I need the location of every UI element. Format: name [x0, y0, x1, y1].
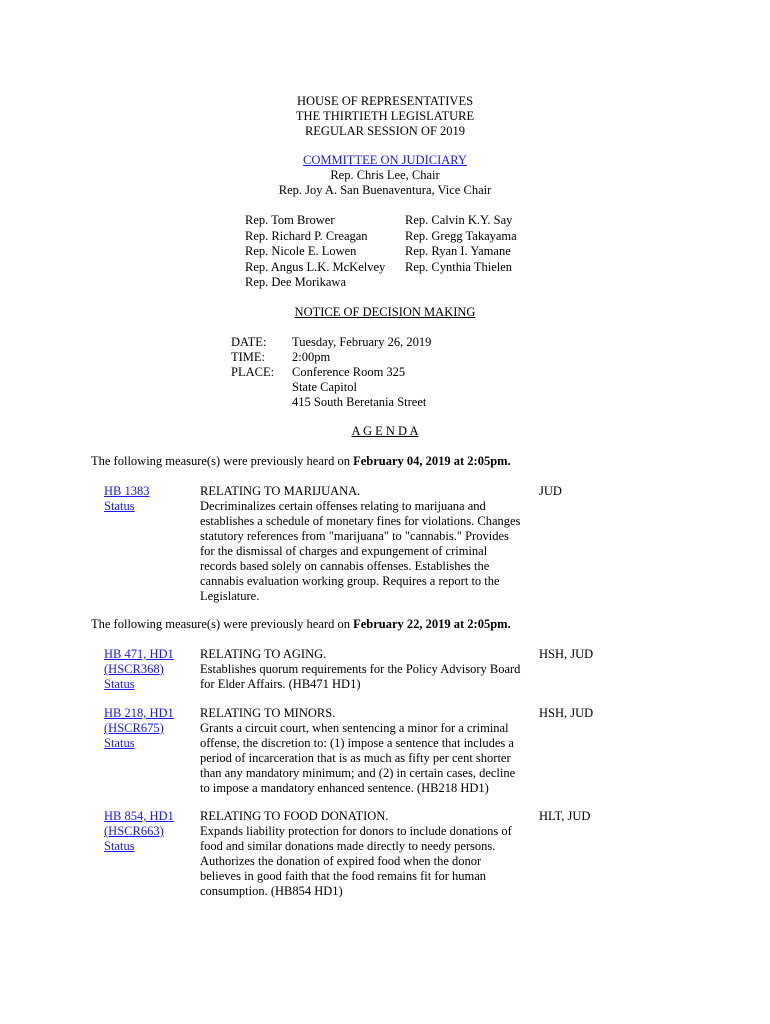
desc-line: Grants a circuit court, when sentencing a minor for a criminal: [200, 721, 509, 735]
committee-chair: Rep. Chris Lee, Chair: [330, 168, 440, 182]
bill-link[interactable]: HB 854, HD1: [104, 809, 174, 823]
section-intro: [91, 617, 511, 632]
member-name: Rep. Nicole E. Lowen: [245, 244, 357, 258]
desc-line: food and similar donations made directly to needy persons.: [200, 839, 496, 853]
measure-links: [104, 809, 174, 854]
status-link[interactable]: Status: [104, 736, 135, 750]
house-title: HOUSE OF REPRESENTATIVES: [296, 94, 474, 108]
member-name: Rep. Cynthia Thielen: [405, 259, 513, 274]
measure-links: [104, 484, 150, 514]
desc-line: than any mandatory minimum; and (2) in certain cases, decline: [200, 766, 516, 780]
measure-title: RELATING TO MINORS.: [200, 706, 336, 720]
desc-line: to impose a mandatory enhanced sentence. (HB218 HD1): [200, 781, 489, 795]
member-name: Rep. Dee Morikawa: [245, 275, 347, 289]
measure-description: [200, 647, 520, 692]
desc-line: Authorizes the donation of expired food when the donor: [200, 854, 482, 868]
place-line: State Capitol: [292, 380, 357, 394]
member-name: Rep. Calvin K.Y. Say: [405, 213, 513, 227]
measure-title: RELATING TO FOOD DONATION.: [200, 809, 389, 823]
measure-description: [200, 706, 515, 796]
legislature-title: THE THIRTIETH LEGISLATURE: [295, 109, 475, 123]
notice-block: [0, 305, 770, 320]
section-date: February 22, 2019 at 2:05pm.: [353, 617, 511, 631]
bill-link[interactable]: HB 1383: [104, 484, 150, 498]
desc-line: consumption. (HB854 HD1): [200, 884, 343, 898]
desc-line: Decriminalizes certain offenses relating to marijuana and: [200, 499, 486, 513]
agenda-title: A G E N D A: [351, 424, 419, 438]
time-value: 2:00pm: [292, 350, 331, 364]
date-value: Tuesday, February 26, 2019: [292, 335, 432, 349]
desc-line: statutory references from "marijuana" to "cannabis." Provides: [200, 529, 509, 543]
measure-committees: HSH, JUD: [539, 706, 594, 720]
section-intro-text: The following measure(s) were previously heard on: [91, 617, 354, 631]
section-date: February 04, 2019 at 2:05pm.: [353, 454, 511, 468]
report-link[interactable]: (HSCR663): [104, 824, 164, 838]
desc-line: believes in good faith that the food remains fit for human: [200, 869, 487, 883]
bill-link[interactable]: HB 218, HD1: [104, 706, 174, 720]
desc-line: Expands liability protection for donors to include donations of: [200, 824, 512, 838]
member-name: Rep. Angus L.K. McKelvey: [245, 259, 386, 274]
bill-link[interactable]: HB 471, HD1: [104, 647, 174, 661]
section-intro-text: The following measure(s) were previously heard on: [91, 454, 354, 468]
members-right-list: [405, 213, 517, 275]
place-line: 415 South Beretania Street: [292, 395, 427, 409]
member-name: Rep. Richard P. Creagan: [245, 228, 368, 243]
time-label: TIME:: [231, 350, 266, 364]
desc-line: cannabis evaluation working group. Requires a report to the: [200, 574, 500, 588]
committee-vice-chair: Rep. Joy A. San Buenaventura, Vice Chair: [278, 183, 492, 197]
measure-committees: HSH, JUD: [539, 647, 594, 661]
date-label: DATE:: [231, 335, 267, 349]
desc-line: for the dismissal of charges and expungement of criminal: [200, 544, 488, 558]
measure-title: RELATING TO MARIJUANA.: [200, 484, 361, 498]
measure-description: [200, 809, 512, 899]
section-intro: [91, 454, 511, 469]
measure-committees: HLT, JUD: [539, 809, 591, 823]
status-link[interactable]: Status: [104, 499, 135, 513]
measure-committees: JUD: [539, 484, 562, 498]
member-name: Rep. Tom Brower: [245, 213, 335, 227]
report-link[interactable]: (HSCR675): [104, 721, 164, 735]
desc-line: records based solely on cannabis offenses. Establishes the: [200, 559, 490, 573]
committee-block: [0, 153, 770, 168]
desc-line: for Elder Affairs. (HB471 HD1): [200, 677, 361, 691]
desc-line: Establishes quorum requirements for the Policy Advisory Board: [200, 662, 521, 676]
agenda-block: [0, 424, 770, 439]
member-name: Rep. Ryan I. Yamane: [405, 244, 511, 258]
measure-links: [104, 706, 174, 751]
committee-link[interactable]: COMMITTEE ON JUDICIARY: [303, 153, 467, 167]
measure-title: RELATING TO AGING.: [200, 647, 327, 661]
status-link[interactable]: Status: [104, 839, 135, 853]
measure-links: [104, 647, 174, 692]
members-left-list: [245, 213, 385, 291]
session-title: REGULAR SESSION OF 2019: [304, 124, 466, 138]
place-line: Conference Room 325: [292, 365, 406, 379]
desc-line: Legislature.: [200, 589, 260, 603]
desc-line: establishes a schedule of monetary fines for violations. Changes: [200, 514, 521, 528]
member-name: Rep. Gregg Takayama: [405, 228, 517, 243]
place-label: PLACE:: [231, 365, 275, 379]
measure-description: [200, 484, 520, 604]
status-link[interactable]: Status: [104, 677, 135, 691]
desc-line: period of incarceration that is as much as fifty per cent shorter: [200, 751, 511, 765]
desc-line: offense, the discretion to: (1) impose a sentence that includes a: [200, 736, 514, 750]
report-link[interactable]: (HSCR368): [104, 662, 164, 676]
notice-title: NOTICE OF DECISION MAKING: [294, 305, 476, 319]
